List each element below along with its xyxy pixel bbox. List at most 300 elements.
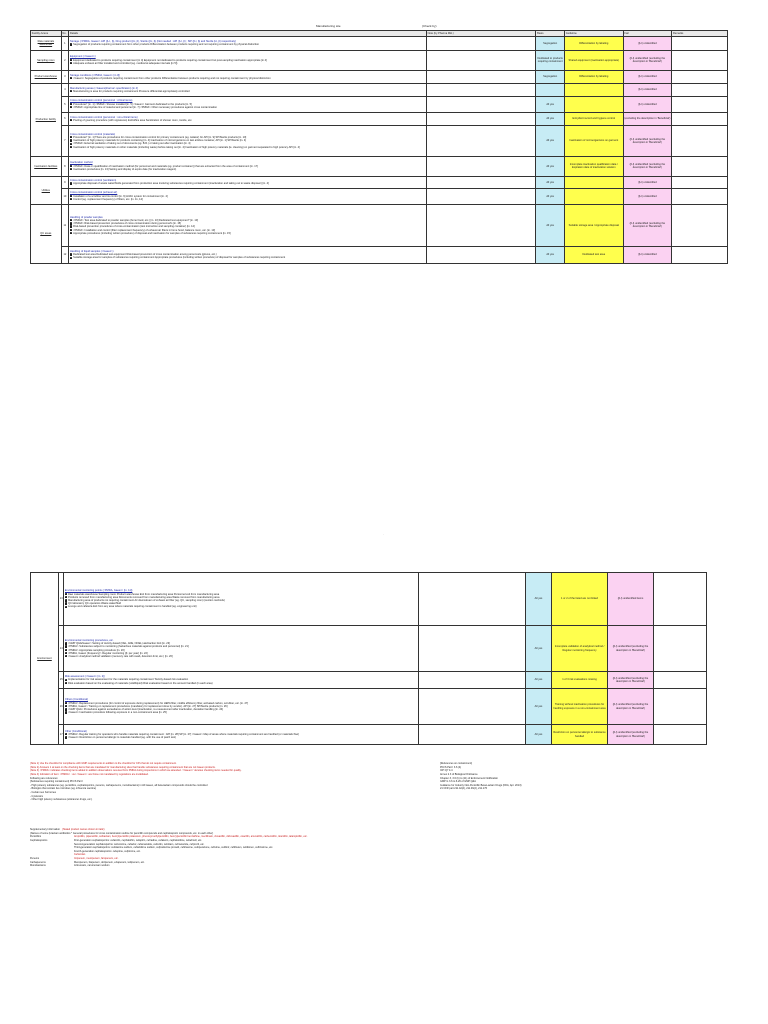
reference-line: ICH Q7 4.4 [440,769,453,773]
note-cell [426,176,536,188]
checkbox-icon[interactable]: ✓ [70,118,73,121]
checkbox-icon[interactable]: ✓ [65,605,67,608]
check-item-text: <PMDA> External sanitation of taking out of documents (eg. B.R.) or taking out after inactivation [in. 4] [73,142,191,146]
check-item [70,119,425,122]
basis-cell: Dedicated to products requiring containment [536,50,565,70]
note-line: [Substances requiring containment] PIC/S Part I [30,780,84,784]
remarks-cell [672,176,728,188]
guideline-cell [564,188,623,204]
check-item-text: Products removed from manufacturing area Documents removed from manufacturing area Waste removed from manufacturing area [67,595,220,599]
col-details: Details [69,31,427,37]
details-cell [69,36,427,50]
checkbox-icon[interactable]: ✓ [70,194,73,197]
basis-cell: All yes [536,204,565,246]
checkbox-icon[interactable]: ✓ [70,62,73,65]
category-label: Handling of liquid samples (<Gaeen>) [69,249,114,253]
page-title: Manufacturing site [316,24,341,28]
guideline-cell: Training without inactivation procedures for handling exposure in a non-containment area [552,689,608,725]
table-row [31,573,707,626]
checkbox-icon[interactable]: ✓ [65,681,67,684]
remarks-cell [672,36,728,50]
guideline-cell: Incomplete inactivation qualification data / Expiration date of inactivation solution [564,156,623,176]
guideline-cell: Inactivation of microorganisms on garment [564,125,623,156]
checkbox-icon[interactable]: ✓ [65,645,67,648]
checkbox-icon[interactable]: ✓ [70,168,73,171]
check-item-text: <PMDA, Gaeen> Training on replacement procedures (mandatory for replacement done by vendor). API [in. 27] SP/Sterile products [in. 26] [67,704,228,708]
details-cell [69,188,427,204]
checkbox-icon[interactable]: ✓ [70,225,73,228]
col-guideline: Guideline [564,31,623,37]
table-row [31,70,728,83]
guideline-cell: 1 or 2 of the listed are not linked [552,573,608,626]
check-item-text: QC laboratory QC operators Waste water/fluid [67,602,121,606]
note-cell [426,204,536,246]
fail-cell: (β-l) unidentified (excluding the description in 'Beneficial') [608,626,654,672]
guideline-cell: Restriction on personnel allergic to substance handled [552,725,608,745]
reference-line: Guidance for Industry Non-Penicillin Beta-Lactam Drugs (FDA, Apr. 2013) [440,783,522,787]
note-cell [419,626,526,672]
check-item-text: Procedures* [in. 1] There are procedures for cross contamination control for primary containment (eg. isolator) for API [in. 9] SP/Sterile products [in. 10] [73,135,247,139]
row-number: 3 [61,70,69,83]
note-cell [426,125,536,156]
basis-cell: Segregation [536,70,565,83]
checkbox-icon[interactable]: ✓ [65,655,67,658]
remarks-cell [672,188,728,204]
check-item [70,62,425,65]
check-item [70,77,425,80]
check-item [70,43,425,46]
table-row [31,626,707,672]
note-cell [426,96,536,112]
check-item-text: <PMDA> Regular training for operators who handle materials requiring containment : API [in. 28] SP [in. 27] <Gaeen> Map of areas where materials requiring containment are handled (or materials flow) [67,732,300,736]
note-line: (Note 2) Answers 1 at least on the checking items that are mandated for manufacturing sites that handle substances requiring containment that are not Gaeen products. [30,765,216,769]
row-number: 7 [61,125,69,156]
table-row [31,725,707,745]
note-line: - High potency substances (eg. penicillins, cephalosporins, penems, carbapenems, monobactams) in All Gaeen, all beta-lactam compounds should be controlled [30,783,208,787]
note-cell [426,156,536,176]
row-number: 12 [61,246,69,263]
remarks-cell [672,50,728,70]
note-cell [419,672,526,689]
fail-cell: (excluding the description in 'Beneficial') [623,112,672,125]
checkbox-icon[interactable]: ✓ [65,711,67,714]
details-cell [64,725,419,745]
check-item-text: Risk-based prevention procedures of cross-contamination (test instruction and sampling container) [in. 14] [73,225,195,229]
facility-cell: Raw materials warehouse [31,36,62,50]
category-label: Inactivation method [69,161,93,165]
checkbox-icon[interactable]: ✓ [65,602,67,605]
check-item-text: <Gaeen> Analytical method validation (recovery rate with swab, detection limit, etc.) [in. 20] [67,654,173,658]
check-item-text: Risk evaluation based on the evaluating of materials (solid/liquid) Risk evaluation based on the amount handled (in each area) [67,681,213,685]
check-item [65,605,417,608]
reference-line: 21 CFR part 211.42(d), 211.46(d), 211.176 [440,787,487,791]
note-cell [426,70,536,83]
guideline-cell: Shared equipment (inactivation appropriate) [564,50,623,70]
check-item-text: <PMDA> Substances subject to monitoring (hazardous materials against products and personnel) [in. 21] [67,645,189,649]
check-item-text: Manufacturing area of products not requiring containment Air downstream of exhaust air filter (eg. QC, sampling room) (suction methods) [67,599,225,602]
note-line: - Cytotoxics [30,794,44,798]
checkbox-icon[interactable]: ✓ [70,102,73,105]
check-item [65,736,417,739]
row-number: 9 [61,176,69,188]
checkbox-icon[interactable]: ✓ [70,222,73,225]
note-cell [426,36,536,50]
details-cell [69,176,427,188]
facility-cell: Inactivation facilities [31,156,62,176]
guideline-cell: Differentiation by labeling [564,70,623,83]
check-item-text: Appropriate procedures (including written procedure) of disposal and inactivation for samples of substances requiring containment [in. 15] [73,231,231,235]
row-number: 4 [61,83,69,96]
checkbox-icon[interactable]: ✓ [70,164,73,167]
basis-cell: All yes [526,672,552,689]
page-break-mark: . [383,532,384,536]
basis-cell: All yes [536,112,565,125]
guideline-cell: Differentiation by labeling [564,36,623,50]
details-cell [64,573,419,626]
check-item [70,146,425,149]
col-note: Note (by Pharma Mkt.) [426,31,536,37]
notes-block [30,762,375,802]
check-item [70,182,425,185]
table-row [31,176,728,188]
facility-cell: Product warehouse [31,70,62,83]
category-label: Cross contamination control (personnel : critical items) [69,99,133,103]
row-number: 5 [61,96,69,112]
supplementary-key: Monobactams [30,864,46,868]
check-item-text: <PMDA> Test area dedicated to powder samples (fume hood, etc.) [in. 13] Dedicated test equipment* [in. 13] [73,218,198,222]
checkbox-icon[interactable]: ✓ [70,218,73,221]
check-item-text: Dedicated test area Dedicated test equipment Risk-based prevention of cross contamination among personnels (gloves, etc.) [73,253,217,257]
table-row [31,96,728,112]
reference-line: Chapter 3, 3.6 (b) to (11) of Enforcement Notification [440,776,499,780]
fail-cell: (β-l) unidentified [623,96,672,112]
row-number: 14 [59,626,64,672]
details-cell [69,156,427,176]
supplementary-value: Fourth-generation cephalosporins: cefepime, cefpirome, etc. [74,849,141,853]
table-row [31,36,728,50]
row-number: 1 [61,36,69,50]
note-cell [426,112,536,125]
table-row [31,156,728,176]
row-number: 17 [59,725,64,745]
details-cell [69,112,427,125]
details-cell [69,204,427,246]
checkbox-icon[interactable]: ✓ [65,648,67,651]
col-fail: Fail [623,31,672,37]
note-line: (Note 3) <PMDA> indicates checking items added in addition observations received from PMDA during inspections in which we attended. '<Gaeen>' denotes checking items needed for quality. [30,769,242,773]
checkbox-icon[interactable]: ✓ [65,708,67,711]
supplementary-key: Penicillins [30,835,42,839]
check-item-text: <PMDA> Replacement procedures (for control of exposure during replacement) for HEPA filter, middle efficiency filter, activated carbon, scrubber, etc. [in. 27] [67,701,249,705]
table-row [31,50,728,70]
fail-cell: (β-l) unidentified [623,36,672,50]
note-cell [426,50,536,70]
details-cell [69,70,427,83]
check-item-text: <GMP Q&A/Gaeen> Setting of toxicity-based (OEL, ADE, NOEL) alert/action limit [in. 23] [67,642,170,646]
category-label: Risk assessment (<Gaeen> [in. 2]) [64,675,105,679]
basis-cell: All yes [526,725,552,745]
basis-cell: All yes [536,246,565,263]
checkbox-icon[interactable]: ✓ [70,89,73,92]
category-label: Equipment (<Gaeen>) [69,55,96,59]
basis-cell: All yes [526,573,552,626]
remarks-cell [654,626,707,672]
supplementary-value: First-generation cephalosporins: cefazolin, cephalothin, cefapirin, cefradine, cefalexin, cephaloridine, cefadroxil, etc. [74,838,202,842]
guideline-cell [564,83,623,96]
check-item-text: <GMP Q&A> Procedures against exceedance of action level (inactivation, re-measurement after inactivation, deviation handling [in. 24] [67,708,223,712]
row-number: 8 [61,156,69,176]
col-facility: Facility /scene [31,31,62,37]
check-item-text: Inactivation procedures [in. 13] Setting and display of expire date (for inactivation reagent) [73,167,177,171]
check-item [70,256,425,259]
check-item-text: <PMDA> Installation and control (filter replacement frequency) of exhaust air filters in fume hood, balance room, etc. [in. 13] [73,228,216,232]
check-item-text: Inactivation of high potency materials for products containing [in. 4] Inactivation of microorganisms on last articles container, API [in. 1] SP/Sterile [in. 4] [73,139,247,143]
fail-cell: (β-l) unidentified (excluding the description in 'Beneficial') [608,725,654,745]
supplementary-value: Cefozolan [74,853,86,857]
details-cell [69,83,427,96]
supplementary-row [30,864,630,868]
check-item-text: <PMDA> Risk-based prevention procedures of cross contamination during personnel's [in. 15] [73,222,181,226]
supplementary-value: Meropenem, biapenem, doripenem, ertapenem, tebipenem, etc. [74,860,145,864]
checkbox-icon[interactable]: ✓ [70,58,73,61]
checkbox-icon[interactable]: ✓ [65,651,67,654]
supplementary-value: Third-generation cephalosporins: cefotaxime sodium, ceftazidime sodium, cefpodoxime proxetil, ceftriaxone, cefoperazone, cefixime, cefdinir, ceftibuten, cefditoren, ceftizoxime, etc. [74,846,274,850]
facility-cell: QC areas [31,204,62,263]
details-cell [69,246,427,263]
supplementary-value: Second-generation cephalosporins: cefuroxime, cefaclor, cefamandole, cefoxitin, cefotiam, cefmetazole, cefprozil, etc. [74,842,205,846]
row-number: 15 [59,672,64,689]
supplementary-subheading: (Names of some β-lactam antibiotics * General procedures for cross contamination outline for penicillin compounds and cephalosporin compounds, etc. in each other) [30,831,214,835]
basis-cell: Segregation [536,36,565,50]
references-block [440,762,690,791]
table-row [31,204,728,246]
guideline-cell [564,96,623,112]
guideline-cell: 1 of 3 risk evaluations missing [552,672,608,689]
basis-cell: All yes [536,188,565,204]
fail-cell: (β-l) unidentified [623,246,672,263]
check-item [70,232,425,235]
table-row [31,112,728,125]
check-item [70,198,425,201]
checkbox-icon[interactable]: ✓ [65,595,67,598]
check-item-text: Adequate exhaust air filter installed and controlled (eg. medical at adequate intervals [in 5]) [73,61,178,65]
check-item [70,168,425,171]
col-no: No. [61,31,69,37]
supplementary-heading: Supplementary Information [30,828,61,831]
remarks-cell [672,246,728,263]
reference-line: Annex 2.3 of Biological Ordinance [440,772,478,776]
remarks-cell [654,689,707,725]
details-cell [64,626,419,672]
guideline-cell: Incomplete validation of analytical method / Regular monitoring frequency [552,626,608,672]
category-label: Environmental monitoring points (<PMDA, Gaeen> [in. 11]) [64,589,133,593]
col-basis: Basis [536,31,565,37]
guideline-cell [564,176,623,188]
check-item-text: <PMDA> Data on qualification of inactivation method (for personnel and materials (eg. product container)) that are extracted from the area of containment [in. 17] [73,164,258,168]
category-label: Cross contamination control (exhaust air) [69,191,118,195]
category-label: Other (Conditional) [64,729,87,733]
basis-cell: All yes [536,96,565,112]
fail-cell: (β-l) unidentified items [608,573,654,626]
supplementary-key: Cephalosporins [30,838,48,842]
check-by-label: (Check by) [422,24,437,28]
note-line: (Note 1) Use the checklist for compliance with GMP requirements in addition to the checklist for CPs that do not require containment. [30,762,177,765]
remarks-cell [654,725,707,745]
category-label: Manufacturing areas (<Gaeen/pharma> specification) [in 4] [69,86,138,90]
checkbox-icon[interactable]: ✓ [65,701,67,704]
checklist-table-1 [30,30,728,264]
remarks-cell [672,96,728,112]
check-item-text: Pooling of gowning procedure (with signatures) Exit/office area Sanitization of shower room, toxicle, etc. [73,118,193,122]
checkbox-icon[interactable]: ✓ [70,76,73,79]
checkbox-icon[interactable]: ✓ [70,198,73,201]
supplementary-heading-note: (Stated product names shown in italic) [62,828,105,831]
remarks-cell [654,672,707,689]
remarks-cell [654,573,707,626]
basis-cell: All yes [536,176,565,188]
remarks-cell [672,125,728,156]
check-item-text: <PMDA, Gaeen (frequency)> Regular monitoring (β: per year) [in. 22] [67,651,148,655]
fail-cell: (β-l) unidentified (excluding the description in 'Beneficial') [623,125,672,156]
checkbox-icon[interactable]: ✓ [65,736,67,739]
facility-cell: Environment [31,573,59,745]
checkbox-icon[interactable]: ✓ [70,139,73,142]
reference-line: PIC/S Part I 3.6 (4) [440,765,462,769]
basis-cell: All yes [526,626,552,672]
note-line: (Note 4) Indication of item: <PMDA> : our <Gaeen>: are those not mandated by regulations are invalidated. [30,772,149,776]
table-row [31,672,707,689]
check-item-text: Lounge and cafeteria Exit from any area where materials requiring containment is handled (eg. engineering unit) [67,605,197,609]
check-item-text: Implementation for risk assessment for the materials requiring containment Toxicity-based risk evaluation [67,678,189,682]
note-cell [426,188,536,204]
category-label: Cross contamination control (materials) [69,132,116,136]
row-number: 2 [61,50,69,70]
note-cell [419,725,526,745]
col-remarks: Remarks [672,31,728,37]
table-row [31,83,728,96]
check-item [65,655,417,658]
checkbox-icon[interactable]: ✓ [70,142,73,145]
note-line: - Other high potency substances (anticancer drugs, etc.) [30,798,93,802]
fail-cell: (β-l) unidentified [623,188,672,204]
note-line: - Certain sex hormones [30,791,56,794]
check-item [70,106,425,109]
remarks-cell [672,112,728,125]
supplementary-value: Ampicillin, piperacillin, sulbactam, benzylpenicillin potassium, phenoxymethylpenicillin, benzylpenicillin benzathine, mecillinam, cloxacillin, dicloxacillin, oxacillin, amoxicillin, carbenicillin, ticarcillin, talampicillin, etc. [74,835,308,839]
checkbox-icon[interactable]: ✓ [70,43,73,46]
remarks-cell [672,204,728,246]
guideline-cell: Suitable storage area / Appropriate disposal [564,204,623,246]
facility-cell: Sampling room [31,50,62,70]
check-item-text: <PMDA> Appropriate sampling procedure [in. 20] [67,648,125,652]
checkbox-icon[interactable]: ✓ [65,592,67,595]
check-item-text: Control (eg. replacement frequency) of filters, etc. [in. 11, 12] [73,197,143,201]
basis-cell: All yes [536,125,565,156]
supplementary-block [30,828,630,868]
fail-cell: (β-l) unidentified [623,83,672,96]
checkbox-icon[interactable]: ✓ [70,228,73,231]
details-cell [64,689,419,725]
check-item-text: <Gaeen> Inactivation procedure following exposure in a non-containment area [in. 25] [67,711,167,715]
note-cell [426,83,536,96]
basis-cell: All yes [536,156,565,176]
check-item-text: Inactivation of high potency materials on other materials (including waste) before taking out [in. 4] Inactivation of high potency materials (ie. cleaning) on garment separated to high potency API [in. 4] [73,145,300,149]
fail-cell: (β-l) unidentified (excluding the description in 'Beneficial') [623,50,672,70]
checkbox-icon[interactable]: ✓ [70,145,73,148]
row-number: 11 [61,204,69,246]
supplementary-value: Imipenem, meropenem, faropenem, etc. [74,857,119,860]
checkbox-icon[interactable]: ✓ [65,599,67,602]
category-label: Others (Conditional) [64,698,89,702]
facility-cell: Utilities [31,176,62,204]
table-row [31,246,728,263]
checkbox-icon[interactable]: ✓ [70,136,73,139]
checkbox-icon[interactable]: ✓ [70,231,73,234]
row-number: 13 [59,573,64,626]
basis-cell: All yes [526,689,552,725]
note-line: - Biologics that contain live microbes (eg. influenza vaccine) [30,787,97,791]
check-item-text: <Gaeen> Restriction on personnel allergic to materials handled (eg. with the use of patch test) [67,736,176,740]
fail-cell: (β-l) unidentified [623,176,672,188]
table-row [31,689,707,725]
note-cell [419,573,526,626]
check-item [65,711,417,714]
fail-cell: (β-l) unidentified (excluding the description in 'Beneficial') [623,156,672,176]
supplementary-value: Aztreonam, carumonam sodium [74,864,110,868]
supplementary-key: Penems [30,857,40,860]
remarks-cell [672,156,728,176]
reference-line: GMP G 3.6 to 6.26 of GMP Q&A [440,780,476,784]
details-cell [69,125,427,156]
check-item-text: Appropriate disposal of waste water/fluids generated from production area involving substances requiring containment (inactivation and taking out to waste disposer) [in. 4] [73,182,269,186]
remarks-cell [672,70,728,83]
check-item-text: <Gaeen> Segregation of products requiring containment from other products Differentiation between products requiring and not requiring containment by physical distinction [73,76,271,80]
fail-cell: (β-l) unidentified (excluding the description in 'Beneficial') [608,672,654,689]
check-item-text: <PMDA> Appropriate line of material and personnel [in. 7] <PMDA> Other necessary procedures against cross contamination [73,105,218,109]
checkbox-icon[interactable]: ✓ [65,705,67,707]
checkbox-icon[interactable]: ✓ [70,253,73,256]
checkbox-icon[interactable]: ✓ [70,182,73,185]
checkbox-icon[interactable]: ✓ [65,733,67,735]
checkbox-icon[interactable]: ✓ [70,256,73,259]
guideline-cell: Entry/Exit record and hygiene control [564,112,623,125]
note-cell [426,246,536,263]
fail-cell: (β-l) unidentified (excluding the description in 'Beneficial') [608,689,654,725]
check-item-text: Raw materials warehouse Sampling room Product warehouse Exit from manufacturing area Personnel exit from manufacturing area [67,592,220,596]
check-item-text: Manufacturing is area for products requiring containment Pressure differential appropriately controlled [73,89,190,93]
facility-cell: Production facility [31,83,62,156]
category-label: Storage (<PMDA, Gaeen> API (β-l., β), Drug product (β-l, β), Sterile (β-l, β) (Not needed : API (β-l, β) ; SIP (β-l, β) and Sterile β-l, β) respectively) [69,40,237,44]
category-label: Handling of powder samples [69,215,103,219]
checkbox-icon[interactable]: ✓ [65,642,67,645]
check-item [70,90,425,93]
table-row [31,125,728,156]
guideline-cell: Dedicated test area [564,246,623,263]
details-cell [69,96,427,112]
check-item-text: Procedures* [in. 1] <PMDA> Shower installed [in. 5] <Gaeen> Garment dedicated to the products [in. 5] [73,102,192,106]
checkbox-icon[interactable]: ✓ [70,106,73,109]
checkbox-icon[interactable]: ✓ [65,678,67,681]
check-item-text: Installation of a scrubber and its control [in. 6] HVAC system for containment [in. 4] [73,194,168,198]
reference-line: [References on containment] [440,762,472,765]
category-label: Cross contamination control (personnel : non-critical items) [69,115,138,119]
table-row [31,188,728,204]
check-item [65,682,417,685]
note-cell [419,689,526,725]
remarks-cell [672,83,728,96]
check-item-text: Segregation of products requiring containment from other products Differentiation between products requiring and not requiring containment by physical distinction [73,43,260,47]
check-item-text: Suitable storage area for samples of substances requiring containment Appropriate procedures (including written procedure) of disposal for samples of substances requiring containment [73,256,286,260]
